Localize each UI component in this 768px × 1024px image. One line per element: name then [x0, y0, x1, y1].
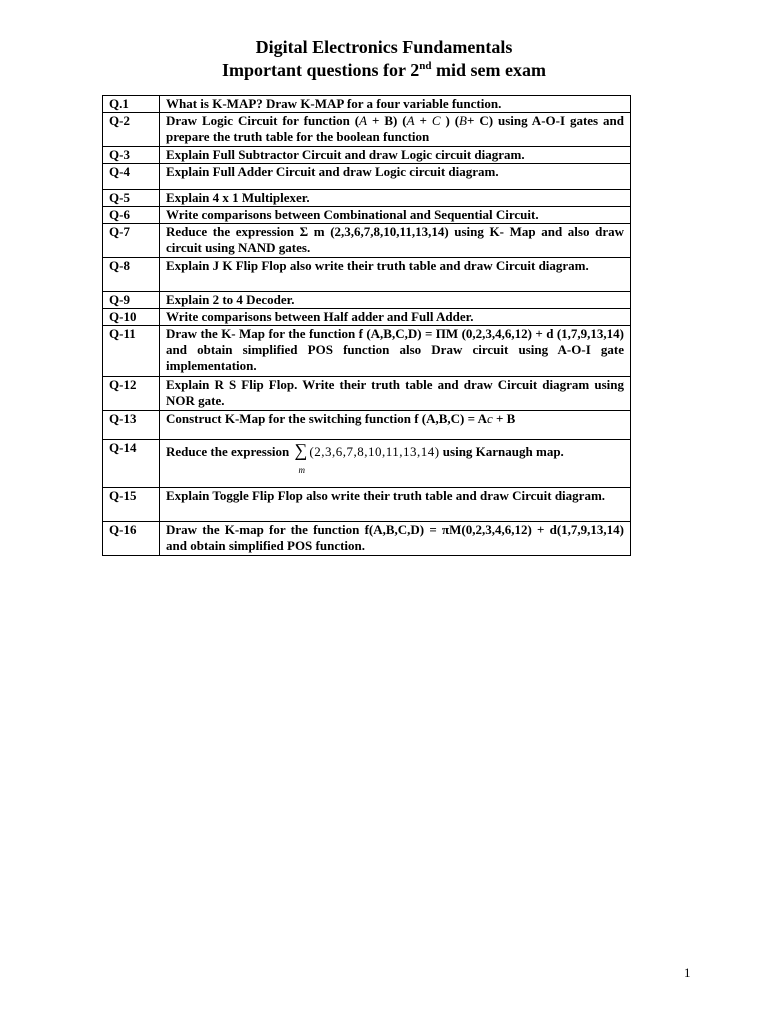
q13-text-part: + B [492, 411, 516, 426]
question-text: Draw the K- Map for the function f (A,B,C,D) = ΠM (0,2,3,4,6,12) + d (1,7,9,13,14) and obtain simplified POS function also Draw circuit using A-O-I gate implementation. [160, 326, 631, 377]
question-text: Explain 4 x 1 Multiplexer. [160, 190, 631, 207]
question-text: Explain R S Flip Flop. Write their truth table and draw Circuit diagram using NOR gate. [160, 377, 631, 411]
question-number: Q-12 [103, 377, 160, 411]
question-row-1 [103, 96, 631, 113]
question-number: Q-15 [103, 488, 160, 522]
question-row-4 [103, 164, 631, 190]
question-text: Explain 2 to 4 Decoder. [160, 292, 631, 309]
question-text [160, 440, 631, 488]
question-number: Q-10 [103, 309, 160, 326]
question-number: Q.1 [103, 96, 160, 113]
document-title: Digital Electronics Fundamentals [255, 37, 513, 57]
question-row-5 [103, 190, 631, 207]
question-row-12 [103, 377, 631, 411]
question-number: Q-3 [103, 147, 160, 164]
q14-prefix: Reduce the expression [166, 444, 293, 459]
subtitle-superscript: nd [419, 60, 432, 72]
question-text: Explain J K Flip Flop also write their truth table and draw Circuit diagram. [160, 258, 631, 292]
q2-overline-c: $\overline{C}$ [431, 113, 441, 128]
question-row-14 [103, 440, 631, 488]
document-subtitle [0, 59, 768, 81]
q2-text-part: ) ( [440, 113, 460, 128]
question-row-8 [103, 258, 631, 292]
questions-table [102, 95, 631, 556]
question-row-2 [103, 113, 631, 147]
question-number: Q-6 [103, 207, 160, 224]
q2-text-part: Draw Logic Circuit for function ( [166, 113, 360, 128]
question-row-3 [103, 147, 631, 164]
question-number: Q-9 [103, 292, 160, 309]
question-row-16 [103, 522, 631, 556]
question-number: Q-16 [103, 522, 160, 556]
question-text: Write comparisons between Half adder and Full Adder. [160, 309, 631, 326]
question-number: Q-7 [103, 224, 160, 258]
question-text [160, 411, 631, 440]
question-text [160, 113, 631, 147]
q14-suffix: using Karnaugh map. [439, 444, 564, 459]
question-text: Explain Full Subtractor Circuit and draw Logic circuit diagram. [160, 147, 631, 164]
question-number: Q-8 [103, 258, 160, 292]
sigma-glyph: ∑ [294, 440, 308, 461]
q2-overline-b: $\overline{B}$ [459, 113, 467, 128]
page-number: 1 [684, 965, 691, 980]
q2-overline-a: $\overline{A}$ [359, 113, 368, 128]
question-number: Q-14 [103, 440, 160, 488]
question-number: Q-5 [103, 190, 160, 207]
question-row-10 [103, 309, 631, 326]
question-number: Q-11 [103, 326, 160, 377]
q2-overline-a: $\overline{A}$ [406, 113, 415, 128]
question-text: Draw the K-map for the function f(A,B,C,D) = πM(0,2,3,4,6,12) + d(1,7,9,13,14) and obtain simplified POS function. [160, 522, 631, 556]
subtitle-prefix: Important questions for 2 [222, 60, 420, 80]
question-row-15 [103, 488, 631, 522]
question-text: Explain Toggle Flip Flop also write their truth table and draw Circuit diagram. [160, 488, 631, 522]
question-text: Reduce the expression Σ m (2,3,6,7,8,10,11,13,14) using K- Map and also draw circuit using NAND gates. [160, 224, 631, 258]
question-row-6 [103, 207, 631, 224]
question-row-7 [103, 224, 631, 258]
minterm-list: (2,3,6,7,8,10,11,13,14) [309, 444, 440, 459]
q2-text-part: + [414, 113, 432, 128]
question-text: Write comparisons between Combinational and Sequential Circuit. [160, 207, 631, 224]
sigma-subscript: m [298, 465, 306, 476]
summation-symbol [294, 440, 308, 476]
q2-text-part: + C) using A-O-I gates and prepare the truth table for the boolean function [166, 113, 624, 144]
q13-text-part: Construct K-Map for the switching function f (A,B,C) = A [166, 411, 487, 426]
q2-text-part: + B) ( [367, 113, 407, 128]
question-number: Q-4 [103, 164, 160, 190]
question-text: What is K-MAP? Draw K-MAP for a four variable function. [160, 96, 631, 113]
question-number: Q-13 [103, 411, 160, 440]
subtitle-suffix: mid sem exam [431, 60, 546, 80]
question-row-9 [103, 292, 631, 309]
question-row-11 [103, 326, 631, 377]
question-number: Q-2 [103, 113, 160, 147]
q13-overline-c: $\overline{c}$ [486, 411, 493, 426]
question-row-13 [103, 411, 631, 440]
question-text: Explain Full Adder Circuit and draw Logic circuit diagram. [160, 164, 631, 190]
